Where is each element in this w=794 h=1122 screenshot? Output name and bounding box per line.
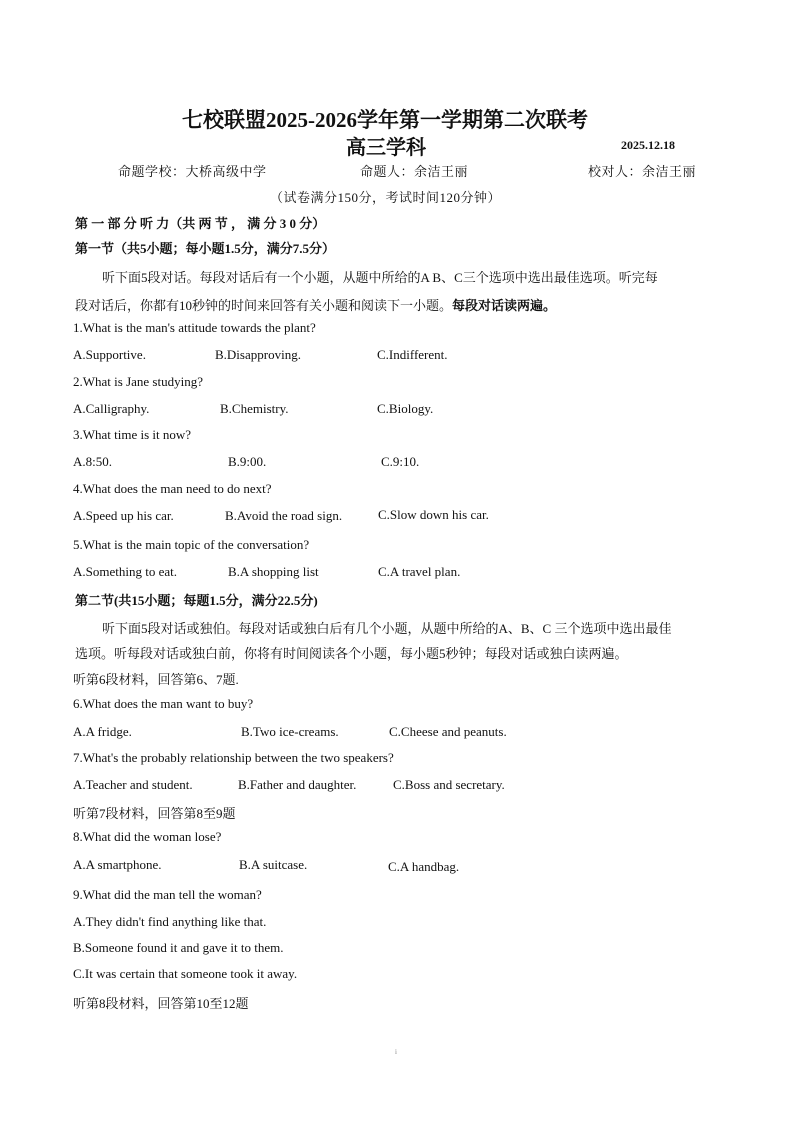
question-1-option-a: A.Supportive. [73,347,146,362]
question-4-option-a: A.Speed up his car. [73,508,174,523]
exam-info: （试卷满分150分，考试时间120分钟） [270,190,502,205]
question-8-stem: 8.What did the woman lose? [73,829,222,844]
question-8-option-a: A.A smartphone. [73,857,162,872]
material-note-8: 听第8段材料，回答第10至12题 [73,996,249,1011]
question-8-option-b: B.A suitcase. [239,857,308,872]
question-2-option-b: B.Chemistry. [220,401,289,416]
proofreader-name: 校对人：余洁王丽 [588,164,697,179]
question-4-option-c: C.Slow down his car. [378,507,489,522]
question-8-option-c: C.A handbag. [388,859,460,874]
question-4-stem: 4.What does the man need to do next? [73,481,272,496]
question-1-option-b: B.Disapproving. [215,347,301,362]
exam-subtitle: 高三学科 [346,137,426,159]
section1-instruction-emphasis: 每段对话读两遍。 [452,298,557,313]
question-2-option-a: A.Calligraphy. [73,401,150,416]
question-3-option-b: B.9:00. [228,454,267,469]
question-1-stem: 1.What is the man's attitude towards the plant? [73,320,316,335]
section1-instruction-line1: 听下面5段对话。每段对话后有一个小题，从题中所给的A B、C三个选项中选出最佳选项。听完每 [102,270,658,285]
section2-instruction-line1: 听下面5段对话或独伯。每段对话或独白后有几个小题，从题中所给的A、B、C 三个选项中选出最佳 [102,621,672,636]
section1-instruction-line2 [75,295,556,314]
question-7-option-c: C.Boss and secretary. [393,777,505,792]
question-3-option-a: A.8:50. [73,454,112,469]
question-9-stem: 9.What did the man tell the woman? [73,887,262,902]
question-4-option-b: B.Avoid the road sign. [225,508,343,523]
question-5-option-a: A.Something to eat. [73,564,177,579]
section2-title: 第二节(共15小题；每题1.5分，满分22.5分) [75,593,318,608]
setter-school: 命题学校：大桥高级中学 [118,164,267,179]
material-note-7: 听第7段材料，回答第8至9题 [73,806,236,821]
question-7-option-a: A.Teacher and student. [73,777,193,792]
question-5-stem: 5.What is the main topic of the conversation? [73,537,310,552]
question-9-option-c: C.It was certain that someone took it away. [73,966,298,981]
question-6-option-b: B.Two ice-creams. [241,724,339,739]
question-3-stem: 3.What time is it now? [73,427,192,442]
question-5-option-b: B.A shopping list [228,564,319,579]
page-mark: i [395,1048,397,1056]
question-9-option-a: A.They didn't find anything like that. [73,914,267,929]
question-1-option-c: C.Indifferent. [377,347,448,362]
section1-title: 第一节（共5小题；每小题1.5分，满分7.5分） [75,241,336,256]
section2-instruction-line2: 选项。听每段对话或独白前，你将有时间阅读各个小题，每小题5秒钟；每段对话或独白读两遍。 [75,646,628,661]
question-2-stem: 2.What is Jane studying? [73,374,203,389]
question-9-option-b: B.Someone found it and gave it to them. [73,940,284,955]
question-7-stem: 7.What's the probably relationship between the two speakers? [73,750,394,765]
part-title: 第 一 部 分 听 力（共 两 节 ， 满 分 3 0 分） [75,216,326,231]
question-2-option-c: C.Biology. [377,401,434,416]
question-5-option-c: C.A travel plan. [378,564,461,579]
material-note-6: 听第6段材料，回答第6、7题. [73,672,239,687]
setter-name: 命题人：余洁王丽 [360,164,469,179]
question-3-option-c: C.9:10. [381,454,420,469]
question-6-option-c: C.Cheese and peanuts. [389,724,507,739]
section1-instruction-text: 段对话后，你都有10秒钟的时间来回答有关小题和阅读下一小题。 [75,298,453,313]
exam-title: 七校联盟2025-2026学年第一学期第二次联考 [182,108,588,132]
exam-date: 2025.12.18 [621,138,675,152]
question-6-option-a: A.A fridge. [73,724,132,739]
question-7-option-b: B.Father and daughter. [238,777,357,792]
question-6-stem: 6.What does the man want to buy? [73,696,254,711]
